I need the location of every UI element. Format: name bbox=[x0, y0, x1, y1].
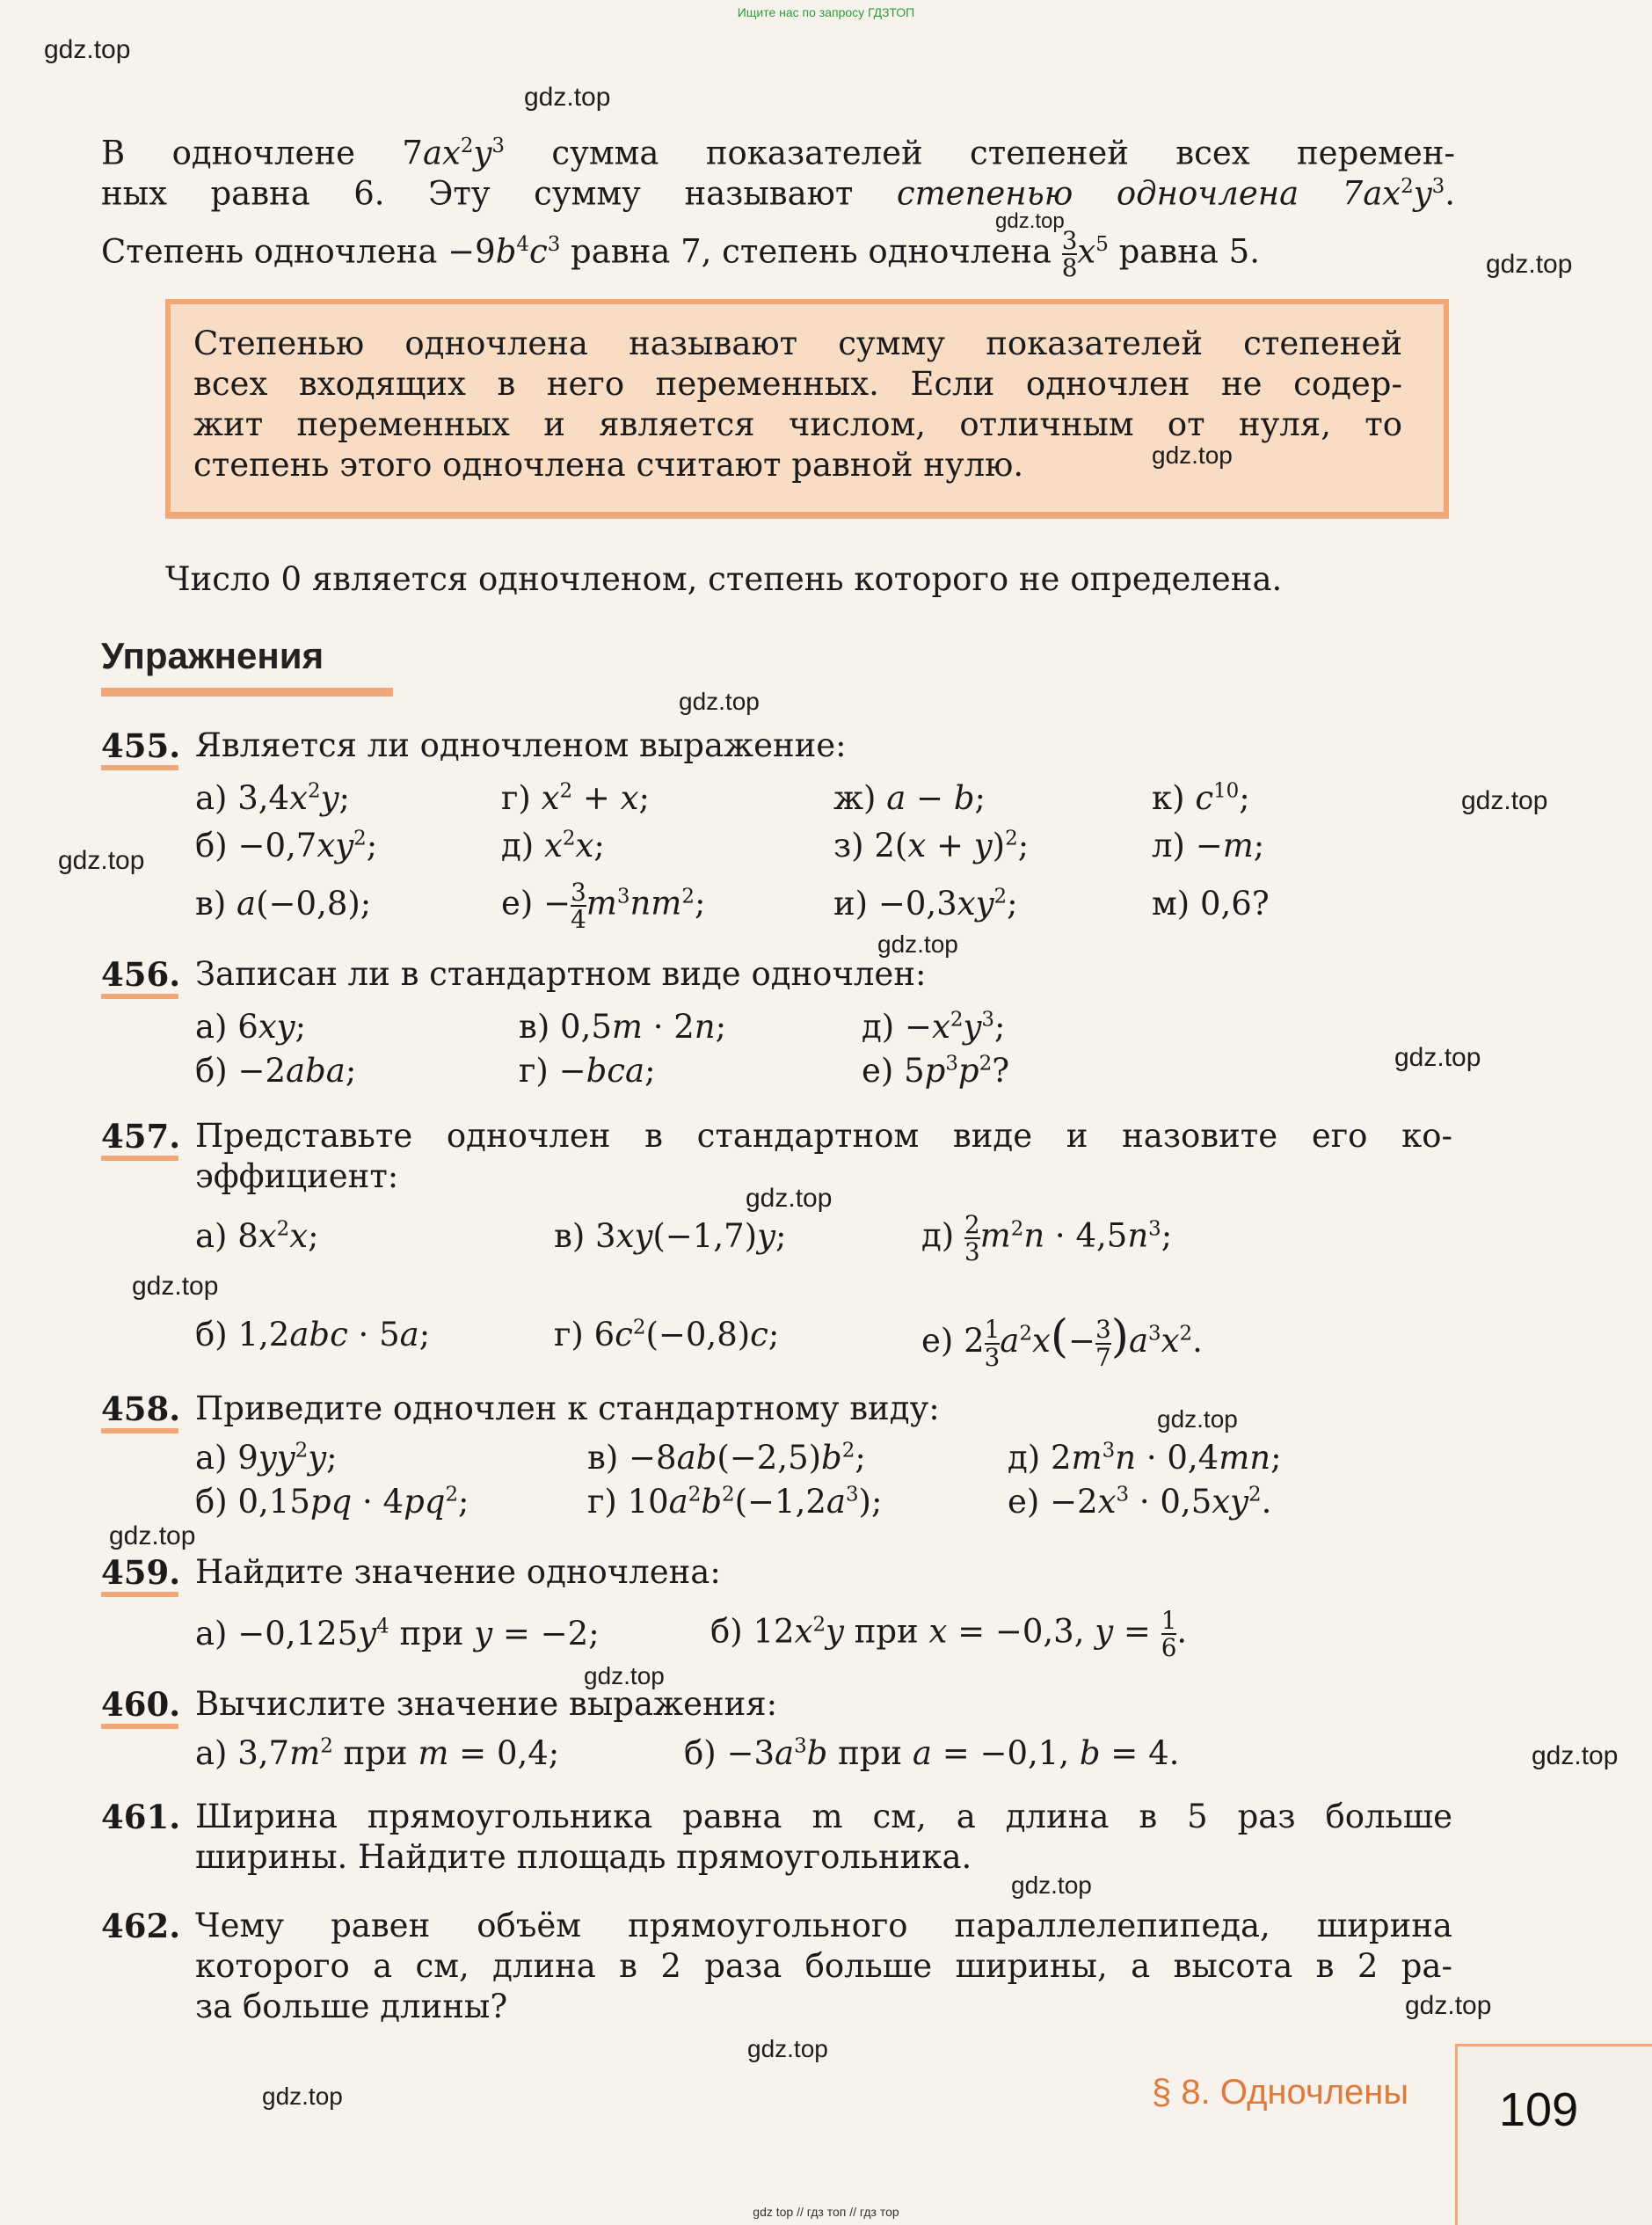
watermark-gdz: gdz.top bbox=[524, 83, 611, 112]
answer-457-a: а) $8x^2x$; bbox=[195, 1217, 319, 1255]
exercise-text-462-line-3: за больше длины? bbox=[195, 1988, 508, 2025]
exercise-underline-455 bbox=[101, 765, 178, 770]
exercise-text-457-line-2: эффициент: bbox=[195, 1157, 399, 1195]
answer-458-a: а) $9yy^2y$; bbox=[195, 1439, 338, 1477]
answer-457-d: д) $\frac{2}{3}$ $m^2n \cdot 4,5n^3$; bbox=[921, 1210, 1173, 1267]
exercise-text-461-line-1: Ширина прямоугольника равна m см, а длина в 5 раз больше bbox=[195, 1798, 1452, 1835]
watermark-gdz: gdz.top bbox=[262, 2083, 343, 2110]
answer-455-e: е) − $\frac{3}{4}$ $m^3nm^2$; bbox=[501, 878, 706, 935]
watermark-gdz: gdz.top bbox=[584, 1662, 665, 1689]
definition-line-1: Степенью одночлена называют сумму показателей степеней bbox=[193, 325, 1402, 362]
answer-458-g: г) $10a^2b^2(-1,2a^3)$; bbox=[587, 1483, 883, 1521]
answer-456-v: в) 0,5m · 2n; bbox=[519, 1008, 727, 1046]
watermark-gdz: gdz.top bbox=[877, 930, 958, 958]
answer-458-e: $е) -2x^3 \cdot 0,5xy^2$. bbox=[1008, 1483, 1272, 1521]
chapter-footer: § 8. Одночлены bbox=[1152, 2073, 1409, 2112]
answer-455-d: д) $x^2x$; bbox=[501, 827, 605, 864]
watermark-gdz: gdz.top bbox=[995, 209, 1065, 233]
intro-line-1: В одночлене $7ax^2y^3$ сумма показателей степеней всех перемен- bbox=[101, 134, 1455, 172]
exercise-number-462: 462. bbox=[101, 1907, 181, 1945]
answer-458-v: $в) -8ab(-2,5)b^2$; bbox=[587, 1439, 866, 1477]
exercise-number-459: 459. bbox=[101, 1553, 181, 1592]
top-watermark: Ищите нас по запросу ГДЗТОП bbox=[737, 5, 915, 19]
answer-455-i: $и) -0,3xy^2$; bbox=[833, 885, 1018, 923]
answer-455-m: м) 0,6? bbox=[1152, 885, 1270, 923]
watermark-gdz: gdz.top bbox=[1394, 1043, 1481, 1072]
answer-457-e: е) 2 $\frac{1}{3}$ $a^2x(-$ $\frac{3}{7}$ )$a^3x^2$. bbox=[921, 1310, 1203, 1372]
answer-456-g: г) −bca; bbox=[519, 1052, 656, 1090]
intro-line-3: Степень одночлена $-9b^4c^3$ равна 7, степень одночлена $\frac{3}{8}$ $x^5$ равна 5. bbox=[101, 225, 1260, 282]
answer-455-g: г) $x^2 + x$; bbox=[501, 779, 650, 817]
watermark-gdz: gdz.top bbox=[746, 1184, 833, 1213]
exercise-text-455: Является ли одночленом выражение: bbox=[195, 726, 847, 764]
answer-455-b: $б) -0,7xy^2$; bbox=[195, 827, 378, 864]
answer-456-a: а) 6xy; bbox=[195, 1008, 307, 1046]
exercise-number-455: 455. bbox=[101, 726, 181, 765]
answer-456-b: б) −2aba; bbox=[195, 1052, 357, 1090]
definition-line-2: всех входящих в него переменных. Если одночлен не содер- bbox=[193, 365, 1402, 403]
exercise-text-461-line-2: ширины. Найдите площадь прямоугольника. bbox=[195, 1838, 972, 1876]
watermark-gdz: gdz.top bbox=[132, 1272, 219, 1301]
exercise-underline-457 bbox=[101, 1156, 178, 1161]
answer-455-z: з) $2(x + y)^2$; bbox=[833, 827, 1030, 864]
answer-458-d: д) $2m^3n \cdot 0,4mn$; bbox=[1008, 1439, 1282, 1477]
definition-line-4: степень этого одночлена считают равной нулю. bbox=[193, 446, 1024, 484]
watermark-gdz: gdz.top bbox=[44, 35, 131, 64]
answer-459-a: $а) -0,125y^4$ при y = −2; bbox=[195, 1615, 600, 1652]
note-zero: Число 0 является одночленом, степень которого не определена. bbox=[165, 560, 1283, 598]
answer-455-k: к) $c^{10}$; bbox=[1152, 779, 1250, 817]
exercise-number-457: 457. bbox=[101, 1117, 181, 1156]
heading-underline bbox=[101, 688, 393, 697]
watermark-gdz: gdz.top bbox=[1157, 1405, 1238, 1433]
definition-line-3: жит переменных и является числом, отличным от нуля, то bbox=[193, 405, 1402, 443]
exercise-text-459: Найдите значение одночлена: bbox=[195, 1553, 721, 1591]
answer-458-b: б) $0,15pq \cdot 4pq^2$; bbox=[195, 1483, 469, 1521]
exercise-text-458: Приведите одночлен к стандартному виду: bbox=[195, 1390, 940, 1427]
exercise-text-462-line-1: Чему равен объём прямоугольного параллелепипеда, ширина bbox=[195, 1907, 1452, 1944]
answer-455-a: а) $3,4x^2y$; bbox=[195, 779, 350, 817]
answer-460-a: а) $3,7m^2$ при m = 0,4; bbox=[195, 1734, 560, 1772]
exercise-text-456: Записан ли в стандартном виде одночлен: bbox=[195, 955, 927, 993]
watermark-gdz: gdz.top bbox=[679, 688, 760, 715]
watermark-gdz: gdz.top bbox=[109, 1521, 196, 1550]
watermark-gdz: gdz.top bbox=[1011, 1871, 1092, 1899]
bottom-watermark: gdz top // гдз топ // гдз тор bbox=[753, 2205, 899, 2219]
watermark-gdz: gdz.top bbox=[1405, 1991, 1492, 2020]
watermark-gdz: gdz.top bbox=[1532, 1741, 1619, 1770]
watermark-gdz: gdz.top bbox=[1461, 786, 1548, 815]
exercise-underline-456 bbox=[101, 994, 178, 999]
watermark-gdz: gdz.top bbox=[1486, 250, 1573, 279]
exercise-underline-460 bbox=[101, 1724, 178, 1729]
intro-line-2: ных равна 6. Эту сумму называют степенью одночлена $7ax^2y^3$. bbox=[101, 174, 1455, 213]
answer-455-zh: ж) a − b; bbox=[833, 779, 986, 817]
exercise-underline-459 bbox=[101, 1592, 178, 1597]
exercise-text-462-line-2: которого a см, длина в 2 раза больше ширины, а высота в 2 ра- bbox=[195, 1947, 1452, 1985]
answer-455-l: л) −m; bbox=[1152, 827, 1265, 864]
watermark-gdz: gdz.top bbox=[747, 2035, 828, 2062]
answer-459-b: б) $12x^2y$ при x = −0,3, y = $\frac{1}{6}$ . bbox=[710, 1606, 1188, 1663]
watermark-gdz: gdz.top bbox=[1152, 441, 1233, 469]
exercise-number-460: 460. bbox=[101, 1685, 181, 1724]
exercise-number-458: 458. bbox=[101, 1390, 181, 1428]
watermark-gdz: gdz.top bbox=[58, 846, 145, 875]
exercise-underline-458 bbox=[101, 1428, 178, 1433]
exercise-text-460: Вычислите значение выражения: bbox=[195, 1685, 778, 1723]
answer-457-g: г) $6c^2(-0,8)c$; bbox=[554, 1316, 780, 1353]
exercise-number-461: 461. bbox=[101, 1798, 181, 1836]
answer-457-b: б) 1,2abc · 5a; bbox=[195, 1316, 431, 1353]
answer-456-e: е) $5p^3p^2$? bbox=[862, 1052, 1010, 1090]
answer-457-v: в) 3xy(−1,7)y; bbox=[554, 1217, 787, 1255]
exercise-number-456: 456. bbox=[101, 955, 181, 994]
section-heading: Упражнения bbox=[101, 635, 324, 676]
page-number: 109 bbox=[1499, 2083, 1579, 2136]
answer-455-v: в) a(−0,8); bbox=[195, 885, 372, 923]
answer-460-b: $б) -3a^3b$ при a = −0,1, b = 4. bbox=[684, 1734, 1180, 1772]
answer-456-d: $д) -x^2y^3$; bbox=[862, 1008, 1006, 1046]
exercise-text-457-line-1: Представьте одночлен в стандартном виде и назовите его ко- bbox=[195, 1117, 1452, 1155]
